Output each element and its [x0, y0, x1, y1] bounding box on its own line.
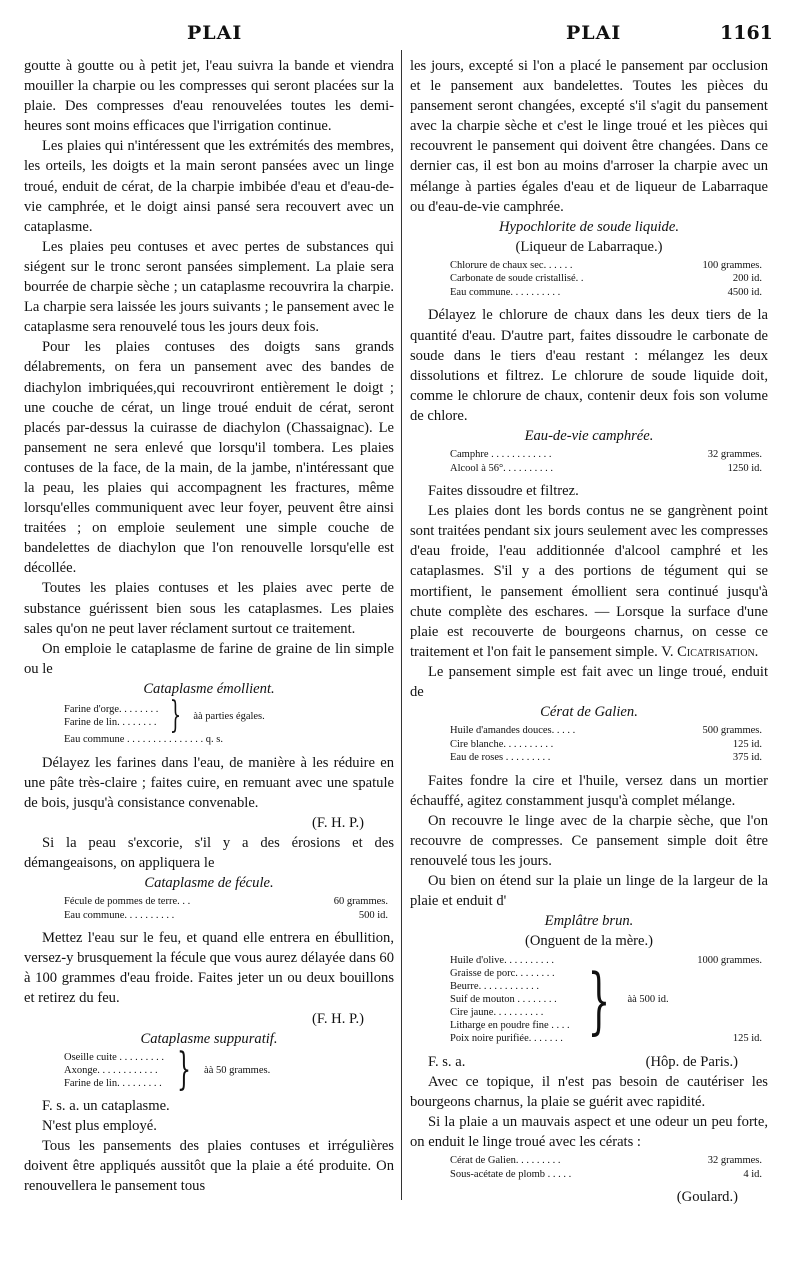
paragraph: Délayez le chlorure de chaux dans les deux tiers de la quantité d'eau. D'autre part, faites dissoudre le carbonate de soude dans le tiers d'eau restant : mélangez les deux dissolutions et filtrez. Le chlorure de soude liquide doit, comme le chlorure de chaux, contenir deux fois son volume de chlore.: [410, 307, 768, 424]
paragraph: Si la peau s'excorie, s'il y a des érosions et des démangeaisons, on appliquera le: [24, 834, 394, 871]
paragraph: goutte à goutte ou à petit jet, l'eau suivra la bande et viendra mouiller la charpie ou les compresses qui seront placées sur la plaie. Des compresses d'eau renouvelées toutes les demi-heures sont moins efficaces que l'irrigation continue.: [24, 58, 394, 135]
recipe-item-name: Cire blanche. . . . . . . . . .: [450, 738, 554, 750]
paragraph: On emploie le cataplasme de farine de graine de lin simple ou le: [24, 640, 394, 677]
recipe-item-name: Carbonate de soude cristallisé. .: [450, 273, 584, 285]
recipe-table: [24, 895, 394, 922]
brace-glyph: }: [587, 957, 611, 1042]
paragraph: Les plaies peu contuses et avec pertes de substances qui siégent sur le tronc seront pansées simplement. La plaie sera bourrée de charpie sèche ; un cataplasme recouvrira la charpie. La charpie sera laissée les jours suivants ; le pansement avec le cataplasme sera renouvelé tous les jours deux fois.: [24, 238, 394, 336]
recipe-item-qty: 1250 id.: [727, 462, 762, 474]
recipe-brace-qty: àà 500 id.: [627, 994, 669, 1006]
paragraph: Si la plaie a un mauvais aspect et une odeur un peu forte, on enduit le linge troué avec les cérats :: [410, 1113, 768, 1150]
recipe-row: [24, 909, 394, 923]
recipe-brace-qty: àà parties égales.: [193, 710, 265, 722]
recipe-row: [410, 1168, 768, 1182]
paragraph: Avec ce topique, il n'est pas besoin de cautériser les bourgeons charnus, la plaie se guérit avec rapidité.: [410, 1073, 768, 1110]
recipe-item-name: Fécule de pommes de terre. . .: [64, 896, 191, 908]
paragraph: Faites fondre la cire et l'huile, versez dans un mortier échauffé, agitez constamment jusqu'à complet mélange.: [410, 772, 768, 809]
recipe-subtitle: (Liqueur de Labarraque.): [515, 238, 663, 255]
page-header: [0, 22, 800, 50]
paragraph: Faites dissoudre et filtrez.: [428, 483, 579, 500]
recipe-item: Suif de mouton . . . . . . . .: [450, 994, 557, 1006]
recipe-item-name: Camphre . . . . . . . . . . . .: [450, 449, 552, 461]
recipe-subtitle: (Onguent de la mère.): [524, 933, 654, 950]
recipe-item-qty: 32 grammes.: [707, 449, 762, 461]
paragraph: Pour les plaies contuses des doigts sans grands délabrements, on fera un pansement avec des bandes de diachylon imbriquées,qui recouvriront entièrement le doigt ; une couche de cérat, un linge troué enduit de cérat, seront placés par-dessus la cuirasse de diachylon (Chassaignac). Le pansement ne sera enlevé que lorsqu'il tombera. Les plaies contuses de la face, de la main, de la jambe, n'intéressant que la peau, les plaies qui accompagnent les fractures, même lorsqu'elles communiquent avec leur foyer, peuvent être ainsi traitées ; on emploie seulement une simple couche de bandelettes de diachylon que l'on renouvelle lorsqu'elle est décollée.: [24, 339, 394, 577]
paragraph: Délayez les farines dans l'eau, de manière à les réduire en une pâte très-claire ; faites cuire, en remuant avec une spatule de bois, jusqu'à consistance convenable.: [24, 754, 394, 811]
recipe-row: [410, 272, 768, 286]
paragraph: [410, 501, 768, 662]
paragraph-text: F. s. a.: [428, 1053, 466, 1070]
recipe-item: Farine de lin. . . . . . . . .: [64, 1077, 162, 1089]
recipe-item-qty: 125 id.: [732, 738, 762, 750]
recipe-item-qty: 500 id.: [358, 909, 388, 921]
recipe-item-name: Chlorure de chaux sec. . . . . .: [450, 259, 573, 271]
recipe-item-name: Cérat de Galien. . . . . . . . .: [450, 1155, 561, 1167]
recipe-item-name: Eau de roses . . . . . . . . .: [450, 752, 551, 764]
cross-reference: Cicatrisation.: [677, 643, 759, 660]
recipe-item-name: Eau commune. . . . . . . . . .: [64, 909, 175, 921]
recipe-item-qty: 500 grammes.: [702, 725, 762, 737]
recipe-item: Farine de lin. . . . . . . .: [64, 717, 157, 728]
recipe-row: [410, 751, 768, 765]
recipe-title: Cataplasme suppuratif.: [140, 1030, 278, 1047]
paragraph: Tous les pansements des plaies contuses et irrégulières doivent être appliqués aussitôt que la plaie a été produite. On renouvellera le pansement tous: [24, 1137, 394, 1195]
recipe-item-name: Eau commune. . . . . . . . . .: [450, 286, 561, 298]
recipe-item: Eau commune . . . . . . . . . . . . . . . q. s.: [64, 734, 223, 745]
recipe-item-name: Huile d'amandes douces. . . . .: [450, 725, 576, 737]
recipe-item: Axonge. . . . . . . . . . . .: [64, 1064, 158, 1076]
reference: (Hôp. de Paris.): [645, 1053, 738, 1070]
paragraph: Le pansement simple est fait avec un linge troué, enduit de: [410, 663, 768, 701]
right-column: [410, 56, 768, 1207]
reference: (F. H. P.): [312, 1010, 364, 1027]
recipe-item-qty: 200 id.: [732, 273, 762, 285]
recipe-brace-qty: àà 50 grammes.: [204, 1064, 271, 1076]
paragraph: [410, 1052, 768, 1072]
column-divider: [401, 50, 402, 1200]
right-running-head: PLAI: [566, 22, 622, 44]
recipe-item: Cire jaune. . . . . . . . . .: [450, 1007, 544, 1019]
recipe-brace-group: [24, 1044, 394, 1096]
reference: (Goulard.): [676, 1189, 738, 1206]
paragraph: F. s. a. un cataplasme.: [42, 1097, 170, 1114]
recipe-item-qty: 4500 id.: [727, 286, 762, 298]
recipe-table: [410, 448, 768, 475]
recipe-item-qty: 1000 grammes.: [697, 954, 762, 966]
recipe-row: [410, 738, 768, 752]
recipe-item-name: Poix noire purifiée. . . . . . .: [450, 1033, 563, 1045]
brace-glyph: }: [170, 695, 182, 736]
recipe-brace-group: [24, 695, 394, 736]
recipe-item-qty: 375 id.: [732, 752, 762, 764]
recipe-title: Cataplasme émollient.: [143, 680, 275, 697]
recipe-item-name: Huile d'olive. . . . . . . . . .: [450, 954, 554, 966]
left-running-head: PLAI: [187, 22, 243, 44]
paragraph: les jours, excepté si l'on a placé le pansement par occlusion et le pansement aux bandelettes. Toutes les pièces du pansement seront changées, excepté s'il s'agit du pansement avec la charpie sèche et c'est le linge troué et les pièces qui recouvrent le pansement qui doivent être changées. Dans ce dernier cas, il est bon au moins d'arroser la charpie avec un mélange à parties égales d'eau et de liqueur de Labarraque ou d'eau-de-vie camphrée.: [410, 58, 768, 215]
recipe-item: Beurre. . . . . . . . . . . .: [450, 981, 539, 993]
recipe-item-qty: 60 grammes.: [333, 896, 388, 908]
reference: (F. H. P.): [312, 814, 364, 831]
recipe-row: [24, 895, 394, 909]
paragraph: N'est plus employé.: [42, 1117, 157, 1134]
page-number: 1161: [720, 22, 773, 44]
recipe-row: [410, 448, 768, 462]
paragraph: On recouvre le linge avec de la charpie sèche, que l'on recouvre de compresses. Ce pansement simple doit être renouvelé tous les jours.: [410, 812, 768, 870]
recipe-title: Eau-de-vie camphrée.: [524, 428, 654, 444]
recipe-title: Hypochlorite de soude liquide.: [499, 218, 679, 235]
recipe-item-name: Sous-acétate de plomb . . . . .: [450, 1168, 572, 1180]
recipe-row: [410, 724, 768, 738]
recipe-row: [410, 462, 768, 476]
paragraph: Les plaies qui n'intéressent que les extrémités des membres, les orteils, les doigts et la main seront pansées avec un linge troué, enduit de cérat, de la charpie imbibée d'eau et d'eau-de-vie camphrée, et le doigt ainsi pansé sera recouvert avec un cataplasme.: [24, 138, 394, 235]
recipe-item: Graisse de porc. . . . . . . .: [450, 968, 555, 980]
recipe-item-qty: 100 grammes.: [702, 259, 762, 271]
paragraph: Toutes les plaies contuses et les plaies avec perte de substance guérissent bien sous les cataplasmes. Les plaies sales qu'on ne peut laver réclament surtout ce traitement.: [24, 580, 394, 637]
left-column: [24, 56, 394, 1196]
recipe-title: Emplâtre brun.: [544, 913, 634, 930]
recipe-row: [410, 1154, 768, 1168]
recipe-item-qty: 125 id.: [732, 1033, 762, 1045]
recipe-item-qty: 32 grammes.: [707, 1155, 762, 1167]
recipe-item-qty: 4 id.: [743, 1168, 762, 1180]
paragraph: Mettez l'eau sur le feu, et quand elle entrera en ébullition, versez-y brusquement la fécule que vous aurez délayée dans 60 à 100 grammes d'eau froide. Faites jeter un ou deux bouillons et retirez du feu.: [24, 930, 394, 1007]
recipe-row: [410, 259, 768, 273]
brace-glyph: }: [177, 1044, 192, 1096]
recipe-item: Litharge en poudre fine . . . .: [450, 1020, 570, 1032]
recipe-table: [410, 1154, 768, 1181]
paragraph: Ou bien on étend sur la plaie un linge de la largeur de la plaie et enduit d': [410, 873, 768, 910]
recipe-title: Cataplasme de fécule.: [144, 875, 274, 892]
paragraph-text: Les plaies dont les bords contus ne se gangrènent point sont traitées pendant six jours seulement avec les compresses d'eau froide, l'eau additionnée d'alcool camphré et les cataplasmes. S'il y a des portions de tégument qui se mortifient, le pansement émollient sera continué jusqu'à chute complète des eschares. — Lorsque la surface d'une plaie est recouverte de bourgeons charnus, on cesse ce traitement et l'on fait le pansement simple. V.: [410, 503, 768, 660]
recipe-item-name: Alcool à 56°. . . . . . . . . .: [450, 462, 554, 474]
recipe-table: [410, 259, 768, 300]
recipe-item: Oseille cuite . . . . . . . . .: [64, 1051, 165, 1063]
recipe-row: [410, 286, 768, 300]
recipe-table: [410, 724, 768, 765]
recipe-item: Farine d'orge. . . . . . . .: [64, 704, 159, 715]
recipe-title: Cérat de Galien.: [540, 704, 638, 721]
